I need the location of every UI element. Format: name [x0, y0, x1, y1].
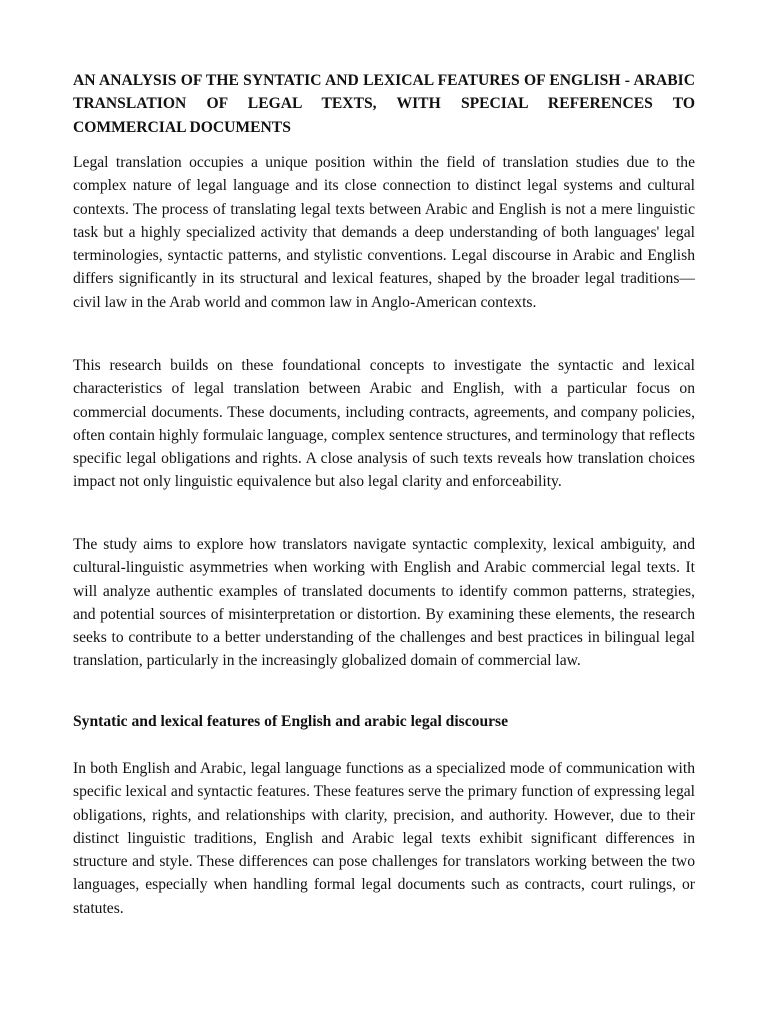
paragraph-study-aims: The study aims to explore how translators navigate syntactic complexity, lexical ambiguity, and cultural-linguistic asymmetries when working with English and Arabic commercial legal texts. It will analyze authentic examples of translated documents to identify common patterns, strategies, and potential sources of misinterpretation or distortion. By examining these elements, the research seeks to contribute to a better understanding of the challenges and best practices in bilingual legal translation, particularly in the increasingly globalized domain of commercial law. — [73, 536, 695, 670]
paragraph-introduction: Legal translation occupies a unique position within the field of translation studies due to the complex nature of legal language and its close connection to distinct legal systems and cultural contexts. The process of translating legal texts between Arabic and English is not a mere linguistic task but a highly specialized activity that demands a deep understanding of both languages' legal terminologies, syntactic patterns, and stylistic conventions. Legal discourse in Arabic and English differs significantly in its structural and lexical features, shaped by the broader legal traditions—civil law in the Arab world and common law in Anglo-American contexts. — [73, 154, 695, 311]
section-heading: Syntatic and lexical features of English and arabic legal discourse — [73, 713, 509, 730]
document-title: AN ANALYSIS OF THE SYNTATIC AND LEXICAL FEATURES OF ENGLISH - ARABIC TRANSLATION OF LEGAL TEXTS, WITH SPECIAL REFERENCES TO COMMERCIAL DOCUMENTS — [73, 72, 695, 136]
paragraph-section-body: In both English and Arabic, legal language functions as a specialized mode of communication with specific lexical and syntactic features. These features serve the primary function of expressing legal obligations, rights, and relationships with clarity, precision, and authority. However, due to their distinct linguistic traditions, English and Arabic legal texts exhibit significant differences in structure and style. These differences can pose challenges for translators working between the two languages, especially when handling formal legal documents such as contracts, court rulings, or statutes. — [73, 760, 695, 917]
paragraph-research-focus: This research builds on these foundational concepts to investigate the syntactic and lexical characteristics of legal translation between Arabic and English, with a particular focus on commercial documents. These documents, including contracts, agreements, and company policies, often contain highly formulaic language, complex sentence structures, and terminology that reflects specific legal obligations and rights. A close analysis of such texts reveals how translation choices impact not only linguistic equivalence but also legal clarity and enforceability. — [73, 357, 695, 491]
